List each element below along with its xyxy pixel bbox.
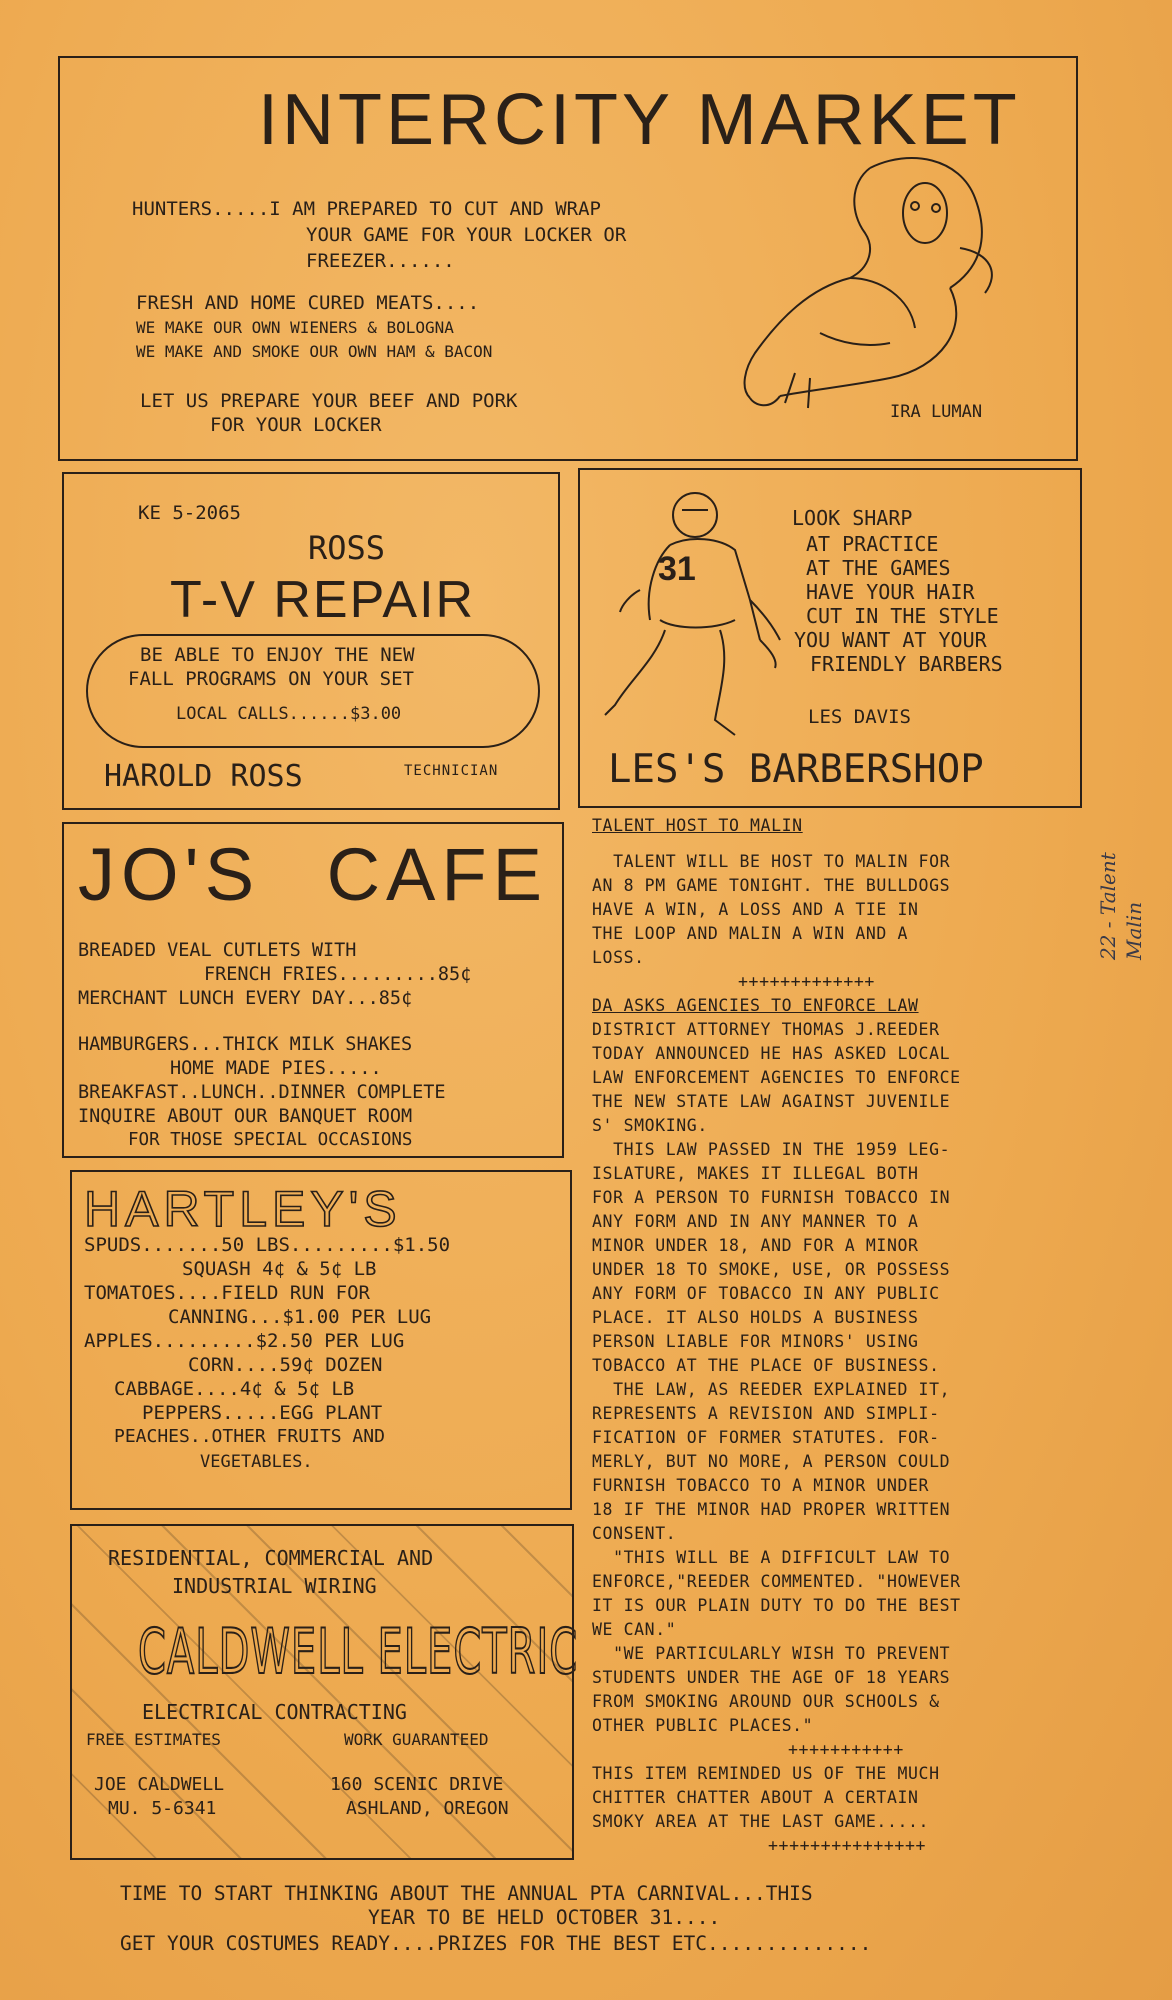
headline-da-asks: DA ASKS AGENCIES TO ENFORCE LAW — [592, 996, 919, 1015]
story-line: OTHER PUBLIC PLACES." — [592, 1716, 814, 1735]
jos-cafe-title: JO'S CAFE — [78, 833, 548, 916]
story-line: "WE PARTICULARLY WISH TO PREVENT — [592, 1644, 951, 1663]
prepare-line-1: LET US PREPARE YOUR BEEF AND PORK — [140, 390, 518, 412]
story-line: FROM SMOKING AROUND OUR SCHOOLS & — [592, 1692, 940, 1711]
story-line: TALENT WILL BE HOST TO MALIN FOR — [592, 852, 951, 871]
hunters-line-1: HUNTERS.....I AM PREPARED TO CUT AND WRAP — [132, 198, 601, 220]
footer-line-2: YEAR TO BE HELD OCTOBER 31.... — [368, 1906, 721, 1929]
ross-cloud-line-2: FALL PROGRAMS ON YOUR SET — [128, 668, 414, 690]
barber-line-1: LOOK SHARP — [792, 506, 913, 530]
hartley-line-2: SQUASH 4¢ & 5¢ LB — [182, 1258, 377, 1280]
ross-phone: KE 5-2065 — [138, 502, 241, 524]
intercity-market-title: INTERCITY MARKET — [258, 80, 1021, 160]
caldwell-address-2: ASHLAND, OREGON — [346, 1798, 509, 1819]
jos-line-7: INQUIRE ABOUT OUR BANQUET ROOM — [78, 1106, 413, 1127]
news-column — [592, 814, 1102, 1858]
hartley-line-4: CANNING...$1.00 PER LUG — [168, 1306, 432, 1328]
football-player-drawing-icon — [600, 480, 800, 750]
hartley-line-9: PEACHES..OTHER FRUITS AND — [114, 1426, 385, 1447]
intercity-market-ad — [58, 56, 1078, 461]
les-barbershop-ad — [578, 468, 1082, 808]
barber-line-2: AT PRACTICE — [806, 532, 939, 556]
ross-title: T-V REPAIR — [170, 571, 476, 629]
caldwell-subtitle: ELECTRICAL CONTRACTING — [142, 1700, 407, 1724]
barber-line-4: HAVE YOUR HAIR — [806, 580, 975, 604]
ross-tv-repair-ad — [62, 472, 560, 810]
caldwell-name: JOE CALDWELL — [94, 1774, 225, 1795]
story-chitter-chatter — [592, 1762, 1102, 1834]
story-line: MERLY, BUT NO MORE, A PERSON COULD — [592, 1452, 951, 1471]
caldwell-line-2: INDUSTRIAL WIRING — [172, 1574, 377, 1598]
hunters-line-2: YOUR GAME FOR YOUR LOCKER OR — [306, 224, 627, 246]
hartley-line-10: VEGETABLES. — [200, 1452, 313, 1472]
footer-line-3: GET YOUR COSTUMES READY....PRIZES FOR THE BEST ETC.............. — [120, 1932, 872, 1955]
hartleys-title: HARTLEY'S — [84, 1181, 402, 1237]
story-line: ANY FORM OF TOBACCO IN ANY PUBLIC — [592, 1284, 940, 1303]
jos-line-5: HOME MADE PIES..... — [170, 1058, 382, 1079]
jos-line-4: HAMBURGERS...THICK MILK SHAKES — [78, 1034, 413, 1055]
jos-line-8: FOR THOSE SPECIAL OCCASIONS — [128, 1130, 413, 1150]
story-line: PERSON LIABLE FOR MINORS' USING — [592, 1332, 919, 1351]
fresh-line-2: WE MAKE OUR OWN WIENERS & BOLOGNA — [136, 318, 454, 337]
story-line: CHITTER CHATTER ABOUT A CERTAIN — [592, 1788, 919, 1807]
barber-line-3: AT THE GAMES — [806, 556, 951, 580]
hartley-line-7: CABBAGE....4¢ & 5¢ LB — [114, 1378, 355, 1400]
fresh-line-1: FRESH AND HOME CURED MEATS.... — [136, 292, 480, 314]
story-line: DISTRICT ATTORNEY THOMAS J.REEDER — [592, 1020, 940, 1039]
story-talent-host — [592, 850, 1102, 970]
separator: +++++++++++ — [788, 1740, 904, 1759]
story-line: THIS ITEM REMINDED US OF THE MUCH — [592, 1764, 940, 1783]
prepare-line-2: FOR YOUR LOCKER — [210, 414, 382, 436]
jersey-number: 31 — [658, 550, 696, 588]
story-line: "THIS WILL BE A DIFFICULT LAW TO — [592, 1548, 951, 1567]
barber-line-5: CUT IN THE STYLE — [806, 604, 999, 628]
story-line: THIS LAW PASSED IN THE 1959 LEG- — [592, 1140, 951, 1159]
caldwell-address-1: 160 SCENIC DRIVE — [330, 1774, 504, 1795]
barber-line-6: YOU WANT AT YOUR — [794, 628, 987, 652]
ross-owner-title: TECHNICIAN — [404, 763, 499, 779]
story-line: PLACE. IT ALSO HOLDS A BUSINESS — [592, 1308, 919, 1327]
ross-owner: HAROLD ROSS — [104, 759, 303, 794]
story-line: STUDENTS UNDER THE AGE OF 18 YEARS — [592, 1668, 951, 1687]
hartley-line-8: PEPPERS.....EGG PLANT — [142, 1402, 383, 1424]
story-line: UNDER 18 TO SMOKE, USE, OR POSSESS — [592, 1260, 951, 1279]
story-line: WE CAN." — [592, 1620, 677, 1639]
ross-name: ROSS — [308, 529, 386, 567]
handwritten-note-line-2: Malin — [1122, 901, 1146, 960]
story-line: FURNISH TOBACCO TO A MINOR UNDER — [592, 1476, 930, 1495]
story-line: THE NEW STATE LAW AGAINST JUVENILE — [592, 1092, 951, 1111]
hartleys-ad — [70, 1170, 572, 1510]
story-line: CONSENT. — [592, 1524, 677, 1543]
hartley-line-6: CORN....59¢ DOZEN — [188, 1354, 383, 1376]
pig-drawing-icon — [700, 128, 1040, 418]
story-line: HAVE A WIN, A LOSS AND A TIE IN — [592, 900, 919, 919]
caldwell-line-1: RESIDENTIAL, COMMERCIAL AND — [108, 1546, 434, 1570]
caldwell-free-estimates: FREE ESTIMATES — [86, 1730, 221, 1749]
ross-cloud-line-1: BE ABLE TO ENJOY THE NEW — [140, 644, 415, 666]
separator: +++++++++++++++ — [768, 1836, 927, 1855]
jos-line-1: BREADED VEAL CUTLETS WITH — [78, 940, 357, 961]
story-line: TOBACCO AT THE PLACE OF BUSINESS. — [592, 1356, 940, 1375]
barber-title: LES'S BARBERSHOP — [608, 747, 984, 792]
story-line: LAW ENFORCEMENT AGENCIES TO ENFORCE — [592, 1068, 961, 1087]
fresh-line-3: WE MAKE AND SMOKE OUR OWN HAM & BACON — [136, 342, 493, 361]
hunters-line-3: FREEZER...... — [306, 250, 455, 272]
story-line: ENFORCE,"REEDER COMMENTED. "HOWEVER — [592, 1572, 961, 1591]
headline-talent-host: TALENT HOST TO MALIN — [592, 816, 803, 835]
story-line: THE LOOP AND MALIN A WIN AND A — [592, 924, 909, 943]
story-line: IT IS OUR PLAIN DUTY TO DO THE BEST — [592, 1596, 961, 1615]
story-line: S' SMOKING. — [592, 1116, 708, 1135]
jos-line-6: BREAKFAST..LUNCH..DINNER COMPLETE — [78, 1082, 446, 1103]
caldwell-title: CALDWELL ELECTRIC — [138, 1617, 579, 1689]
story-line: 18 IF THE MINOR HAD PROPER WRITTEN — [592, 1500, 951, 1519]
story-line: SMOKY AREA AT THE LAST GAME..... — [592, 1812, 930, 1831]
caldwell-work-guaranteed: WORK GUARANTEED — [344, 1730, 489, 1749]
footer-line-1: TIME TO START THINKING ABOUT THE ANNUAL PTA CARNIVAL...THIS — [120, 1882, 813, 1905]
story-line: AN 8 PM GAME TONIGHT. THE BULLDOGS — [592, 876, 951, 895]
story-line: ANY FORM AND IN ANY MANNER TO A — [592, 1212, 919, 1231]
handwritten-note-line-1: 22 - Talent — [1096, 852, 1120, 960]
caldwell-electric-ad — [70, 1524, 579, 1860]
ross-cloud-line-3: LOCAL CALLS......$3.00 — [176, 704, 402, 724]
barber-owner: LES DAVIS — [808, 706, 911, 728]
story-line: FICATION OF FORMER STATUTES. FOR- — [592, 1428, 940, 1447]
story-line: ISLATURE, MAKES IT ILLEGAL BOTH — [592, 1164, 919, 1183]
jos-line-3: MERCHANT LUNCH EVERY DAY...85¢ — [78, 988, 413, 1009]
hartley-line-5: APPLES.........$2.50 PER LUG — [84, 1330, 405, 1352]
barber-line-7: FRIENDLY BARBERS — [810, 652, 1003, 676]
separator: +++++++++++++ — [738, 972, 875, 991]
story-line: TODAY ANNOUNCED HE HAS ASKED LOCAL — [592, 1044, 951, 1063]
story-line: MINOR UNDER 18, AND FOR A MINOR — [592, 1236, 919, 1255]
story-line: LOSS. — [592, 948, 645, 967]
story-line: FOR A PERSON TO FURNISH TOBACCO IN — [592, 1188, 951, 1207]
story-da-asks — [592, 1018, 1102, 1738]
intercity-owner: IRA LUMAN — [890, 402, 983, 422]
story-line: THE LAW, AS REEDER EXPLAINED IT, — [592, 1380, 951, 1399]
jos-line-2: FRENCH FRIES.........85¢ — [204, 964, 472, 985]
story-line: REPRESENTS A REVISION AND SIMPLI- — [592, 1404, 940, 1423]
caldwell-phone: MU. 5-6341 — [108, 1798, 217, 1819]
hartley-line-1: SPUDS.......50 LBS.........$1.50 — [84, 1234, 451, 1256]
jos-cafe-ad — [62, 822, 564, 1158]
hartley-line-3: TOMATOES....FIELD RUN FOR — [84, 1282, 370, 1304]
